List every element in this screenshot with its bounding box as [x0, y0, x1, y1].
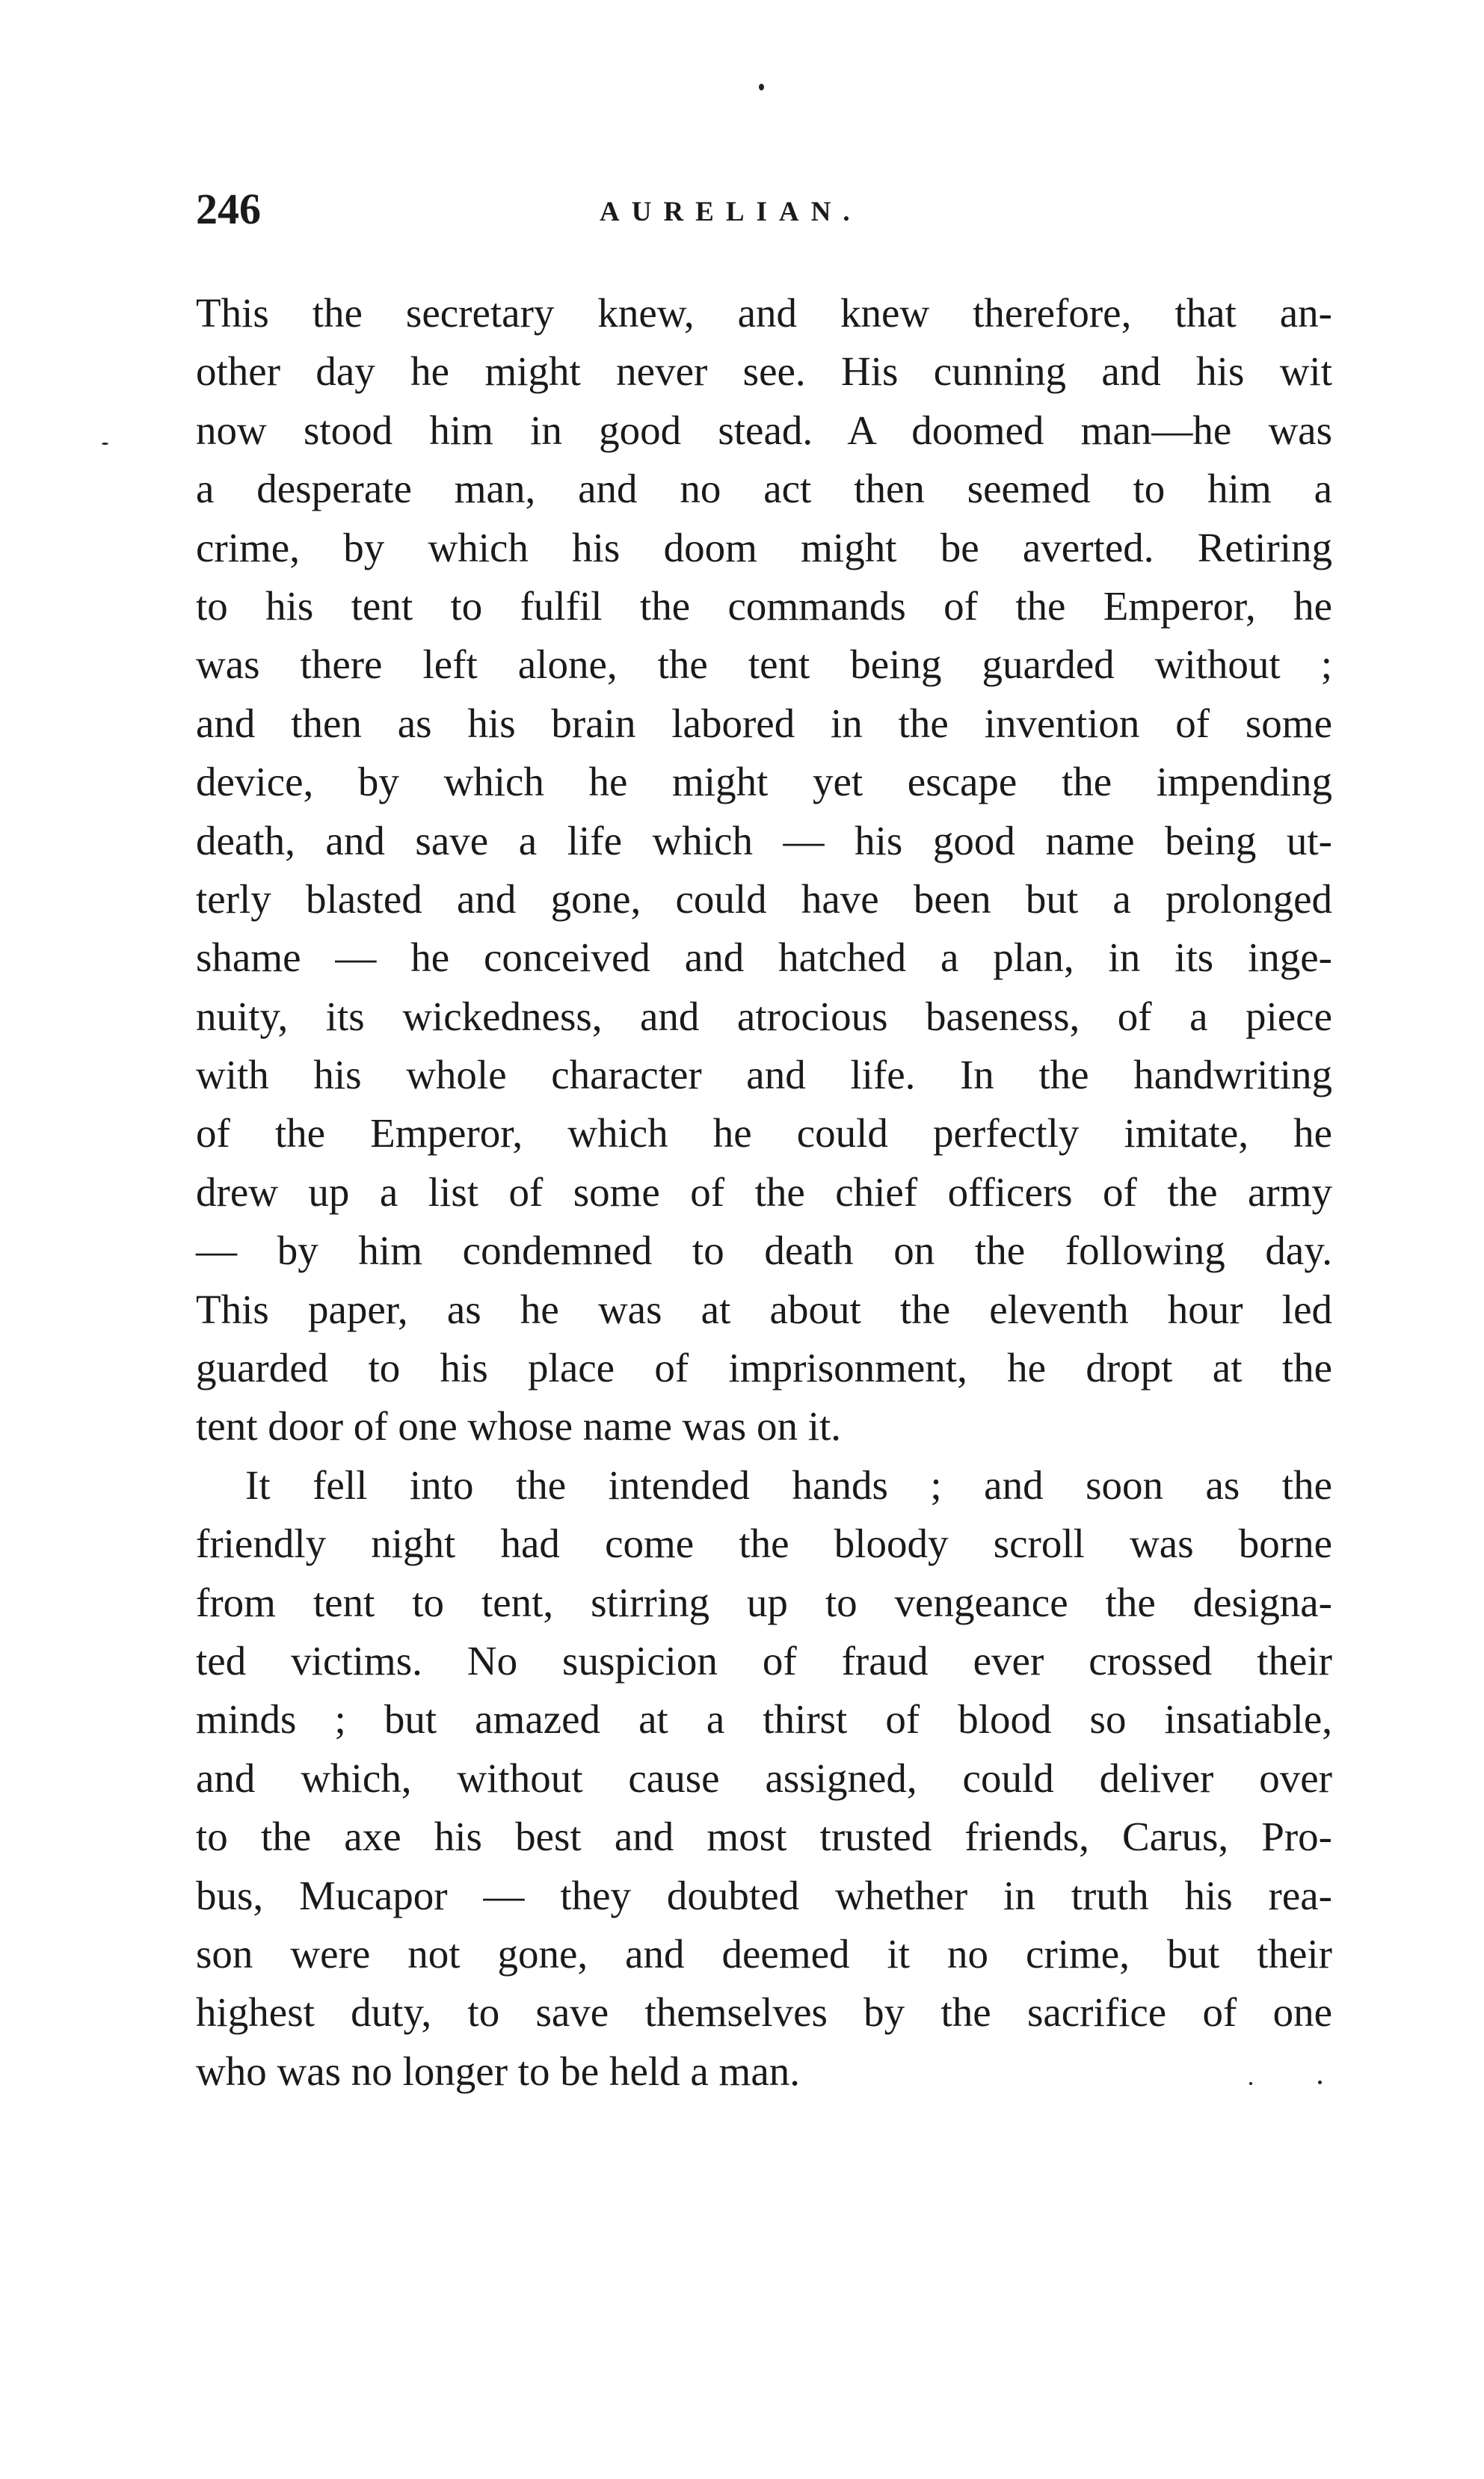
- body-text: [196, 284, 1332, 2101]
- text-line: crime, by which his doom might be averted. Retiring: [196, 524, 1332, 570]
- page-header: [196, 183, 1332, 243]
- text-line: death, and save a life which — his good name being ut-: [196, 817, 1332, 863]
- text-line: other day he might never see. His cunning and his wit: [196, 348, 1332, 395]
- text-line: and which, without cause assigned, could deliver over: [196, 1755, 1332, 1801]
- text-line: shame — he conceived and hatched a plan, in its inge-: [196, 934, 1332, 981]
- text-line: was there left alone, the tent being guarded without ;: [196, 641, 1332, 688]
- text-line: This the secretary knew, and knew therefore, that an-: [196, 290, 1332, 336]
- running-title: AURELIAN.: [600, 197, 862, 227]
- text-line: guarded to his place of imprisonment, he dropt at the: [196, 1345, 1332, 1391]
- text-line: who was no longer to be held a man.: [196, 2048, 801, 2094]
- text-line: of the Emperor, which he could perfectly imitate, he: [196, 1110, 1332, 1157]
- text-line: device, by which he might yet escape the impending: [196, 759, 1332, 805]
- text-line: This paper, as he was at about the eleventh hour led: [196, 1286, 1332, 1332]
- text-line: and then as his brain labored in the invention of some: [196, 700, 1332, 746]
- text-line: friendly night had come the bloody scroll was borne: [196, 1521, 1332, 1567]
- text-line: to the axe his best and most trusted friends, Carus, Pro-: [196, 1814, 1332, 1860]
- ink-speck: [759, 84, 764, 90]
- text-line: It fell into the intended hands ; and soon as the: [245, 1462, 1332, 1508]
- text-line: to his tent to fulfil the commands of the Emperor, he: [196, 582, 1332, 629]
- text-line: — by him condemned to death on the following day.: [196, 1228, 1332, 1274]
- paragraph-1: [196, 284, 1332, 1456]
- text-line: tent door of one whose name was on it.: [196, 1403, 842, 1450]
- text-line: son were not gone, and deemed it no crime, but their: [196, 1930, 1332, 1977]
- text-line: drew up a list of some of the chief officers of the army: [196, 1168, 1332, 1215]
- text-line: minds ; but amazed at a thirst of blood so insatiable,: [196, 1696, 1332, 1743]
- ink-speck: [102, 443, 108, 445]
- text-line: with his whole character and life. In the handwriting: [196, 1052, 1332, 1098]
- text-line: terly blasted and gone, could have been but a prolonged: [196, 875, 1332, 922]
- text-line: from tent to tent, stirring up to vengeance the designa-: [196, 1579, 1332, 1625]
- text-line: ted victims. No suspicion of fraud ever crossed their: [196, 1637, 1332, 1684]
- paragraph-2: [196, 1456, 1332, 2101]
- text-line: bus, Mucapor — they doubted whether in truth his rea-: [196, 1872, 1332, 1918]
- text-line: highest duty, to save themselves by the sacrifice of one: [196, 1989, 1332, 2036]
- text-line: a desperate man, and no act then seemed to him a: [196, 466, 1332, 512]
- text-line: nuity, its wickedness, and atrocious baseness, of a piece: [196, 993, 1332, 1039]
- page-number: 246: [196, 185, 261, 233]
- text-line: now stood him in good stead. A doomed man—he was: [196, 407, 1332, 453]
